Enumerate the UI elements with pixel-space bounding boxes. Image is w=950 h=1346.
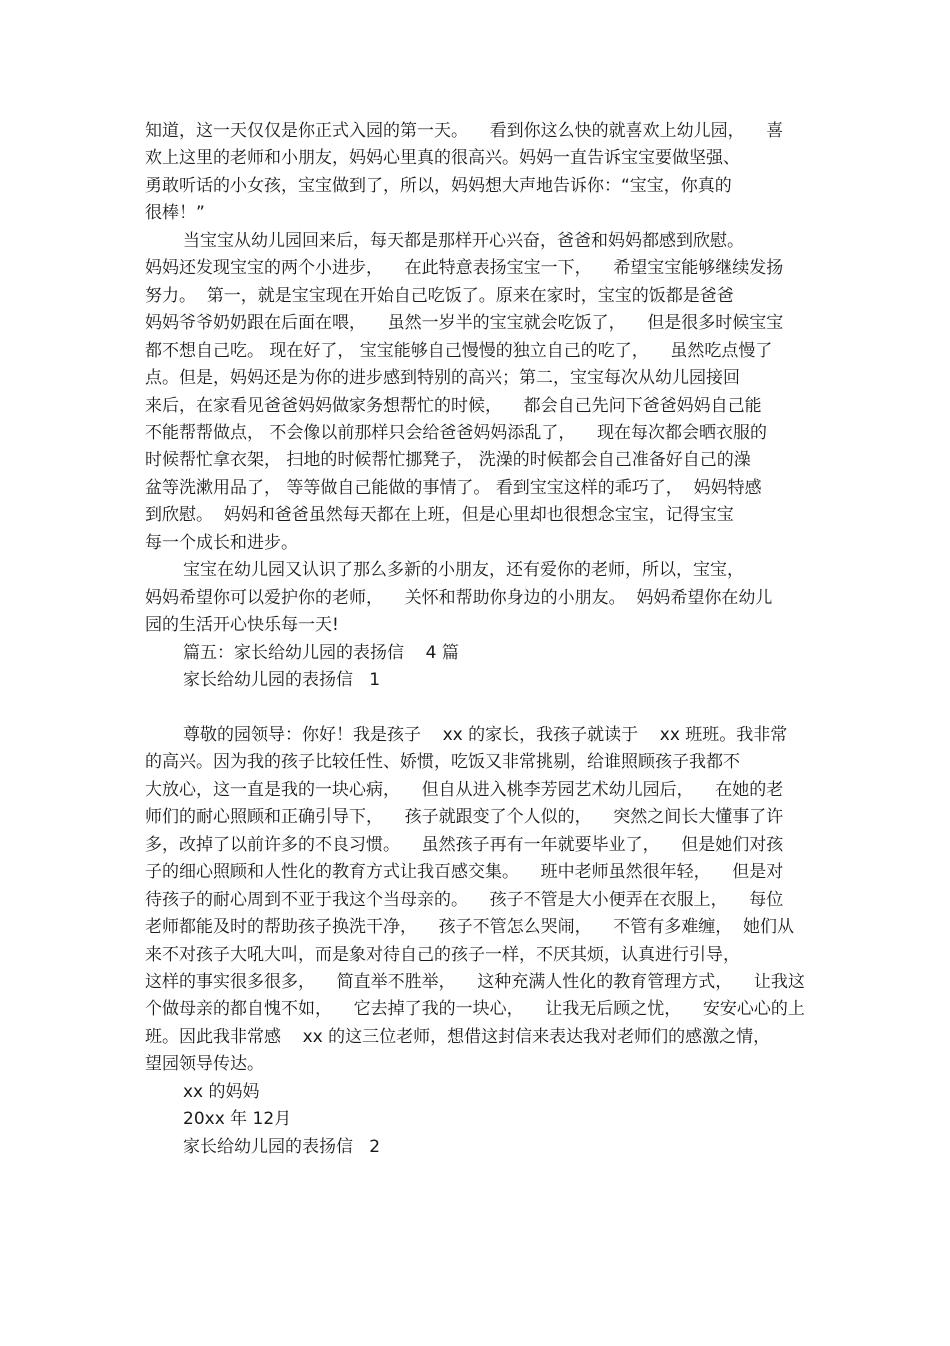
- text-line: 到欣慰。 妈妈和爸爸虽然每天都在上班，但是心里却也很想念宝宝，记得宝宝: [145, 505, 734, 526]
- text-line: 家长给幼儿园的表扬信 2: [183, 1136, 381, 1157]
- text-line: 班。因此我非常感 xx 的这三位老师，想借这封信来表达我对老师们的感激之情，: [145, 1026, 771, 1047]
- text-line: 大放心，这一直是我的一块心病， 但自从进入桃李芳园艺术幼儿园后， 在她的老: [145, 779, 784, 800]
- text-line: 园的生活开心快乐每一天!: [145, 615, 339, 636]
- text-line: 来不对孩子大吼大叫，而是象对待自己的孩子一样，不厌其烦，认真进行引导，: [145, 944, 740, 965]
- text-line: 家长给幼儿园的表扬信 1: [183, 670, 381, 690]
- text-line: 努力。 第一，就是宝宝现在开始自己吃饭了。原来在家时，宝宝的饭都是爸爸: [145, 285, 734, 306]
- text-line: xx 的妈妈: [183, 1081, 260, 1102]
- text-line: 望园领导传达。: [145, 1054, 264, 1075]
- text-line: 来后，在家看见爸爸妈妈做家务想帮忙的时候， 都会自己先问下爸爸妈妈自己能: [145, 395, 762, 416]
- text-line: 盆等洗漱用品了， 等等做自己能做的事情了。 看到宝宝这样的乖巧了， 妈妈特感: [145, 477, 762, 498]
- text-line: 妈妈希望你可以爱护你的老师， 关怀和帮助你身边的小朋友。 妈妈希望你在幼儿: [145, 587, 773, 608]
- text-line: 20xx 年 12月: [183, 1109, 292, 1130]
- text-line: 子的细心照顾和人性化的教育方式让我百感交集。 班中老师虽然很年轻， 但是对: [145, 862, 784, 883]
- text-line: 师们的耐心照顾和正确引导下， 孩子就跟变了个人似的， 突然之间长大懂事了许: [145, 807, 784, 828]
- text-line: 勇敢听话的小女孩，宝宝做到了，所以，妈妈想大声地告诉你：“宝宝，你真的: [145, 175, 732, 196]
- text-line: 妈妈爷爷奶奶跟在后面在喂， 虽然一岁半的宝宝就会吃饭了， 但是很多时候宝宝: [145, 313, 784, 334]
- text-line: 这样的事实很多很多， 简直举不胜举， 这种充满人性化的教育管理方式， 让我这: [145, 971, 805, 992]
- text-line: 待孩子的耐心周到不亚于我这个当母亲的。 孩子不管是大小便弄在衣服上， 每位: [145, 889, 784, 910]
- text-line: 尊敬的园领导：你好！我是孩子 xx 的家长，我孩子就读于 xx 班班。我非常: [183, 724, 788, 745]
- text-line: 妈妈还发现宝宝的两个小进步， 在此特意表扬宝宝一下， 希望宝宝能够继续发扬: [145, 258, 784, 279]
- text-line: 点。但是，妈妈还是为你的进步感到特别的高兴；第二，宝宝每次从幼儿园接回: [145, 368, 740, 389]
- text-line: 知道，这一天仅仅是你正式入园的第一天。 看到你这么快的就喜欢上幼儿园， 喜: [145, 121, 784, 141]
- text-line: 欢上这里的老师和小朋友，妈妈心里真的很高兴。妈妈一直告诉宝宝要做坚强、: [145, 148, 740, 169]
- text-line: 个做母亲的都自愧不如， 它去掉了我的一块心， 让我无后顾之忧， 安安心心的上: [145, 999, 805, 1020]
- text-line: 多，改掉了以前许多的不良习惯。 虽然孩子再有一年就要毕业了， 但是她们对孩: [145, 834, 784, 855]
- text-line: 当宝宝从幼儿园回来后，每天都是那样开心兴奋，爸爸和妈妈都感到欣慰。: [183, 230, 744, 251]
- text-line: 都不想自己吃。 现在好了， 宝宝能够自己慢慢的独立自己的吃了， 虽然吃点慢了: [145, 340, 773, 361]
- text-line: 的高兴。因为我的孩子比较任性、娇惯，吃饭又非常挑剔，给谁照顾孩子我都不: [145, 752, 740, 773]
- text-line: 宝宝在幼儿园又认识了那么多新的小朋友，还有爱你的老师，所以，宝宝，: [183, 560, 744, 581]
- text-line: 篇五：家长给幼儿园的表扬信 4 篇: [183, 642, 459, 663]
- text-line: 很棒！”: [145, 203, 205, 224]
- text-line: 每一个成长和进步。: [145, 532, 298, 553]
- text-line: 时候帮忙拿衣架， 扫地的时候帮忙挪凳子， 洗澡的时候都会自己准备好自己的澡: [145, 450, 751, 471]
- text-line: 不能帮帮做点， 不会像以前那样只会给爸爸妈妈添乱了， 现在每次都会晒衣服的: [145, 422, 768, 443]
- text-line: 老师都能及时的帮助孩子换洗干净， 孩子不管怎么哭闹， 不管有多难缠， 她们从: [145, 917, 795, 938]
